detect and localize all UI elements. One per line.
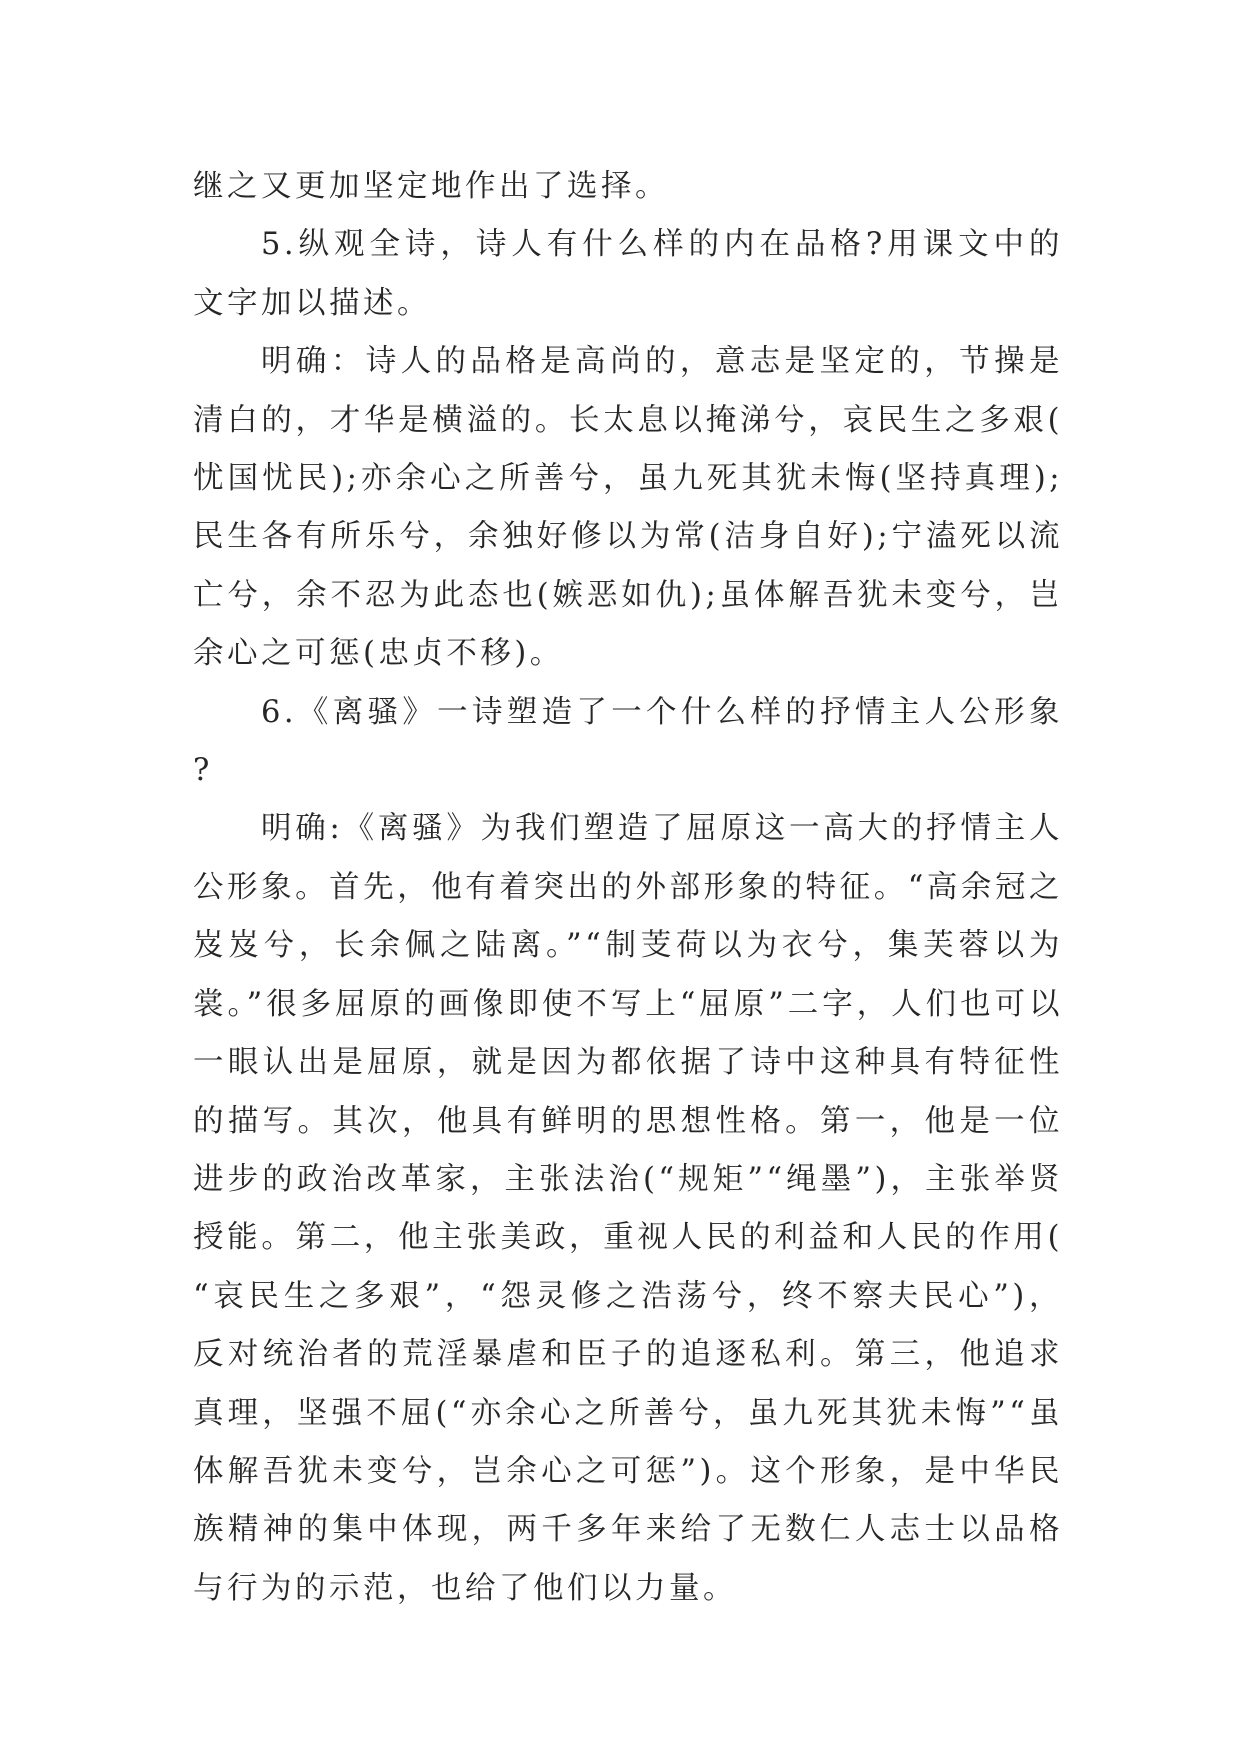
document-body xyxy=(193,158,1063,1618)
question-6: 6.《离骚》一诗塑造了一个什么样的抒情主人公形象? xyxy=(193,694,1063,789)
paragraph-continuation: 继之又更加坚定地作出了选择。 xyxy=(193,169,669,204)
answer-5: 明确：诗人的品格是高尚的，意志是坚定的，节操是清白的，才华是横溢的。长太息以掩涕兮，哀民生之多艰(忧国忧民);亦余心之所善兮，虽九死其犹未悔(坚持真理);民生各有所乐兮，余独好修以为常(洁身自好);宁溘死以流亡兮，余不忍为此态也(嫉恶如仇);虽体解吾犹未变兮，岂余心之可惩(忠贞不移)。 xyxy=(193,344,1063,672)
answer-6: 明确:《离骚》为我们塑造了屈原这一高大的抒情主人公形象。首先，他有着突出的外部形象的特征。“高余冠之岌岌兮，长余佩之陆离。”“制芰荷以为衣兮，集芙蓉以为裳。”很多屈原的画像即使不写上“屈原”二字，人们也可以一眼认出是屈原，就是因为都依据了诗中这种具有特征性的描写。其次，他具有鲜明的思想性格。第一，他是一位进步的政治改革家，主张法治(“规矩”“绳墨”)，主张举贤授能。第二，他主张美政，重视人民的利益和人民的作用(“哀民生之多艰”，“怨灵修之浩荡兮，终不察夫民心”)，反对统治者的荒淫暴虐和臣子的追逐私利。第三，他追求真理，坚强不屈(“亦余心之所善兮，虽九死其犹未悔”“虽体解吾犹未变兮，岂余心之可惩”)。这个形象，是中华民族精神的集中体现，两千多年来给了无数仁人志士以品格与行为的示范，也给了他们以力量。 xyxy=(193,811,1063,1606)
question-5: 5.纵观全诗，诗人有什么样的内在品格?用课文中的文字加以描述。 xyxy=(193,227,1063,321)
